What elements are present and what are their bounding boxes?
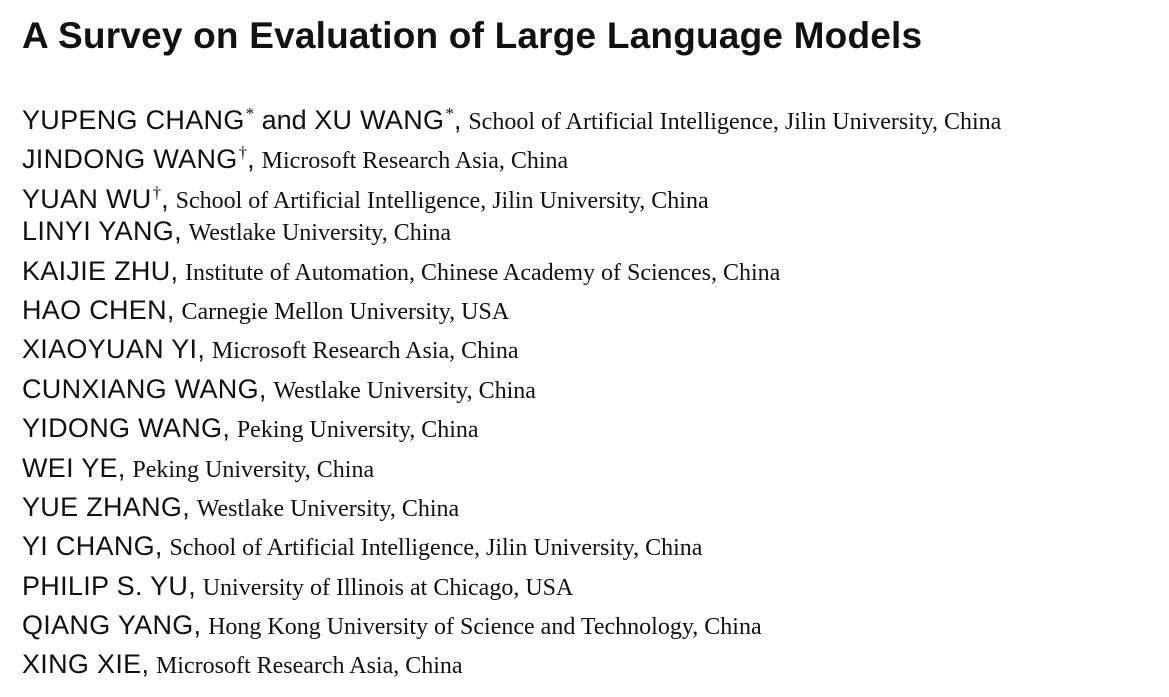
author-name: QIANG YANG [22, 610, 194, 641]
author-name: YUE ZHANG [22, 491, 183, 522]
author-row [22, 212, 1162, 251]
author-name: PHILIP S. YU [22, 570, 189, 601]
author-row [22, 173, 1162, 212]
author-affiliation: Institute of Automation, Chinese Academy of Sciences, China [185, 259, 781, 286]
author-name: WEI YE [22, 452, 118, 483]
author-separator: , [197, 334, 205, 365]
author-row [22, 606, 1162, 645]
author-row [22, 527, 1162, 566]
author-separator: , [154, 531, 163, 562]
author-separator: , [117, 452, 126, 483]
author-footnote-mark: * [245, 104, 255, 123]
author-affiliation: School of Artificial Intelligence, Jilin University, China [175, 187, 709, 214]
author-separator: , [161, 183, 169, 214]
author-separator: , [141, 649, 149, 680]
author-affiliation: Microsoft Research Asia, China [211, 338, 519, 365]
author-name: HAO CHEN [22, 294, 167, 325]
author-name: YUAN WU [22, 183, 152, 214]
author-separator: , [166, 294, 175, 325]
author-row [22, 567, 1162, 606]
author-affiliation: School of Artificial Intelligence, Jilin University, China [169, 535, 703, 562]
author-affiliation: Microsoft Research Asia, China [155, 653, 463, 680]
author-footnote-mark: † [152, 182, 162, 202]
author-affiliation: Westlake University, China [273, 377, 536, 404]
author-joiner: and [254, 105, 315, 135]
author-separator: , [222, 413, 230, 444]
author-row [22, 330, 1162, 369]
author-row [22, 291, 1162, 330]
author-affiliation: Peking University, China [132, 456, 375, 483]
author-name: XING XIE [22, 649, 142, 680]
paper-title: A Survey on Evaluation of Large Language Models [22, 15, 923, 56]
author-row [22, 94, 1162, 133]
author-row [22, 488, 1162, 527]
author-name: YIDONG WANG [22, 413, 223, 444]
author-name: KAIJIE ZHU [22, 255, 171, 286]
author-affiliation: Microsoft Research Asia, China [261, 148, 569, 175]
author-row [22, 409, 1162, 448]
author-name: YUPENG CHANG [22, 105, 245, 135]
author-affiliation: Carnegie Mellon University, USA [181, 298, 510, 325]
author-separator: , [247, 144, 255, 175]
author-separator: , [193, 610, 202, 641]
author-row [22, 133, 1162, 175]
paper-header [22, 12, 1162, 685]
author-row [22, 645, 1162, 684]
author-name: XIAOYUAN YI [22, 334, 198, 365]
author-footnote-mark: † [238, 143, 248, 163]
author-row [22, 449, 1162, 488]
author-row [22, 252, 1162, 291]
author-row [22, 370, 1162, 409]
author-affiliation: School of Artificial Intelligence, Jilin University, China [468, 109, 1002, 135]
author-separator: , [188, 570, 196, 601]
author-name: JINDONG WANG [22, 144, 238, 175]
author-affiliation: Westlake University, China [188, 220, 452, 247]
author-name: LINYI YANG [22, 216, 175, 247]
author-footnote-mark: * [445, 104, 454, 123]
author-name: XU WANG [314, 105, 445, 135]
author-affiliation: Westlake University, China [196, 495, 460, 522]
author-affiliation: University of Illinois at Chicago, USA [202, 574, 574, 601]
author-affiliation: Peking University, China [236, 417, 479, 444]
author-list [22, 94, 1162, 685]
author-separator: , [182, 491, 190, 522]
author-name: CUNXIANG WANG [22, 373, 259, 404]
author-separator: , [453, 105, 462, 135]
author-affiliation: Hong Kong University of Science and Technology, China [208, 614, 762, 641]
author-separator: , [170, 255, 179, 286]
author-separator: , [258, 373, 267, 404]
author-separator: , [174, 216, 182, 247]
author-name: YI CHANG [22, 531, 155, 562]
